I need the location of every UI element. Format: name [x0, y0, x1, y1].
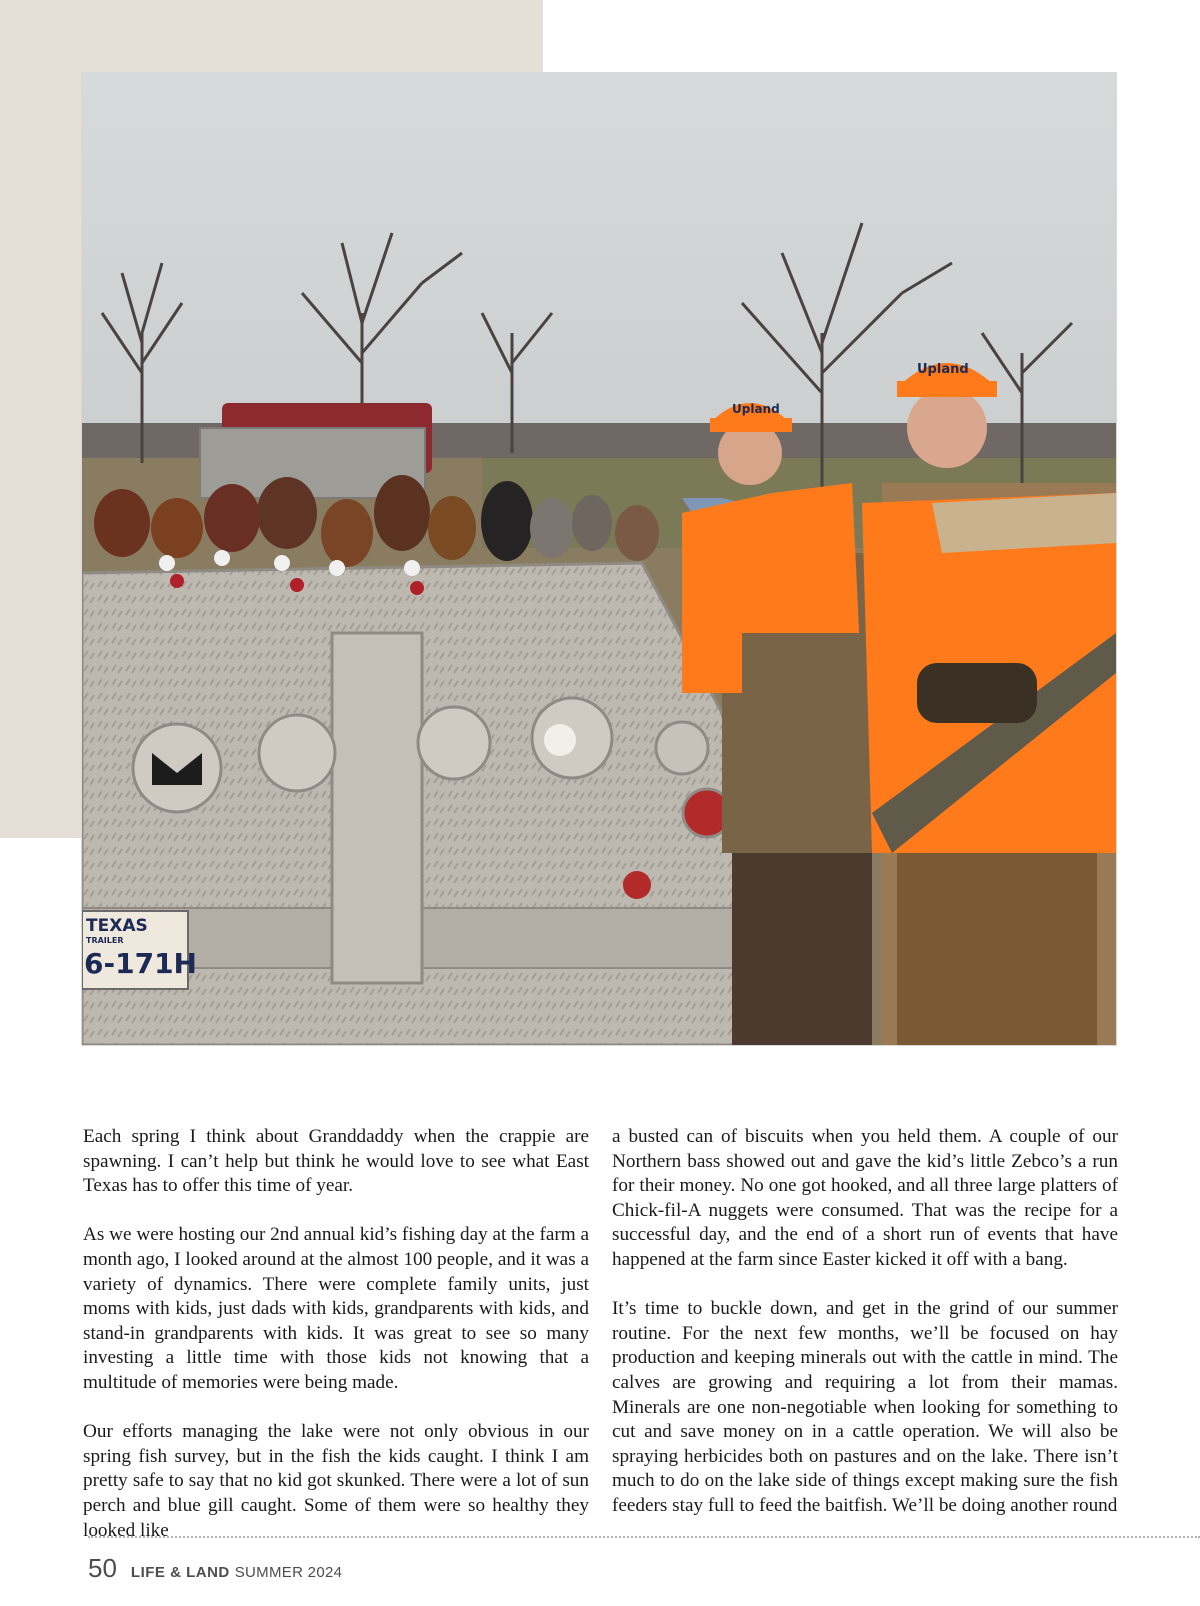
article-paragraph: It’s time to buckle down, and get in the grind of our summer routine. For the next few months, we’ll be focused on hay production and keeping minerals out with the cattle in mind. The calves are growing and requiring a lot from their mamas. Minerals are one non-negotiable when looking for something to cut and save money on in a cattle operation. We will also be spraying herbicides both on pastures and on the lake. There isn’t much to do on the lake side of things except making sure the fish feeders stay full to feed the baitfish. We’ll be doing another round: [612, 1298, 1118, 1516]
article-paragraph: a busted can of biscuits when you held them. A couple of our Northern bass showed out and gave the kid’s little Zebco’s a run for their money. No one got hooked, and all three large platters of Chick-fil-A nuggets were consumed. That was the recipe for a successful day, and the end of a short run of events that have happened at the farm since Easter kicked it off with a bang.: [612, 1126, 1118, 1270]
page-number: 50: [88, 1553, 117, 1583]
plate-sub: TRAILER: [86, 936, 124, 945]
hunting-photo: [82, 73, 1116, 1045]
hat-text-1: Upland: [732, 402, 780, 416]
plate-state: TEXAS: [86, 916, 148, 936]
article-paragraph: Each spring I think about Granddaddy when the crappie are spawning. I can’t help but think he would love to see what East Texas has to offer this time of year.: [83, 1126, 589, 1197]
article-column-left: [83, 1125, 589, 1568]
hat-text-2: Upland: [917, 362, 969, 377]
article-paragraph: Our efforts managing the lake were not only obvious in our spring fish survey, but in the fish the kids caught. I think I am pretty safe to say that no kid got skunked. There were a lot of sun perch and blue gill caught. Some of them were so healthy they looked like: [83, 1421, 589, 1541]
article-column-right: [612, 1125, 1118, 1543]
hunting-photo-illustration: [82, 73, 1116, 1045]
page-footer: [88, 1553, 342, 1589]
issue-label: SUMMER 2024: [234, 1564, 343, 1581]
plate-number: 6-171H: [84, 947, 197, 980]
article-paragraph: As we were hosting our 2nd annual kid’s fishing day at the farm a month ago, I looked around at the almost 100 people, and it was a variety of dynamics. There were complete family units, just moms with kids, just dads with kids, grandparents with kids, and stand-in grandparents with kids. It was great to see so many investing a little time with those kids not knowing that a multitude of memories were being made.: [83, 1224, 589, 1393]
footer-divider: [88, 1536, 1200, 1538]
magazine-name: LIFE & LAND: [130, 1564, 230, 1581]
